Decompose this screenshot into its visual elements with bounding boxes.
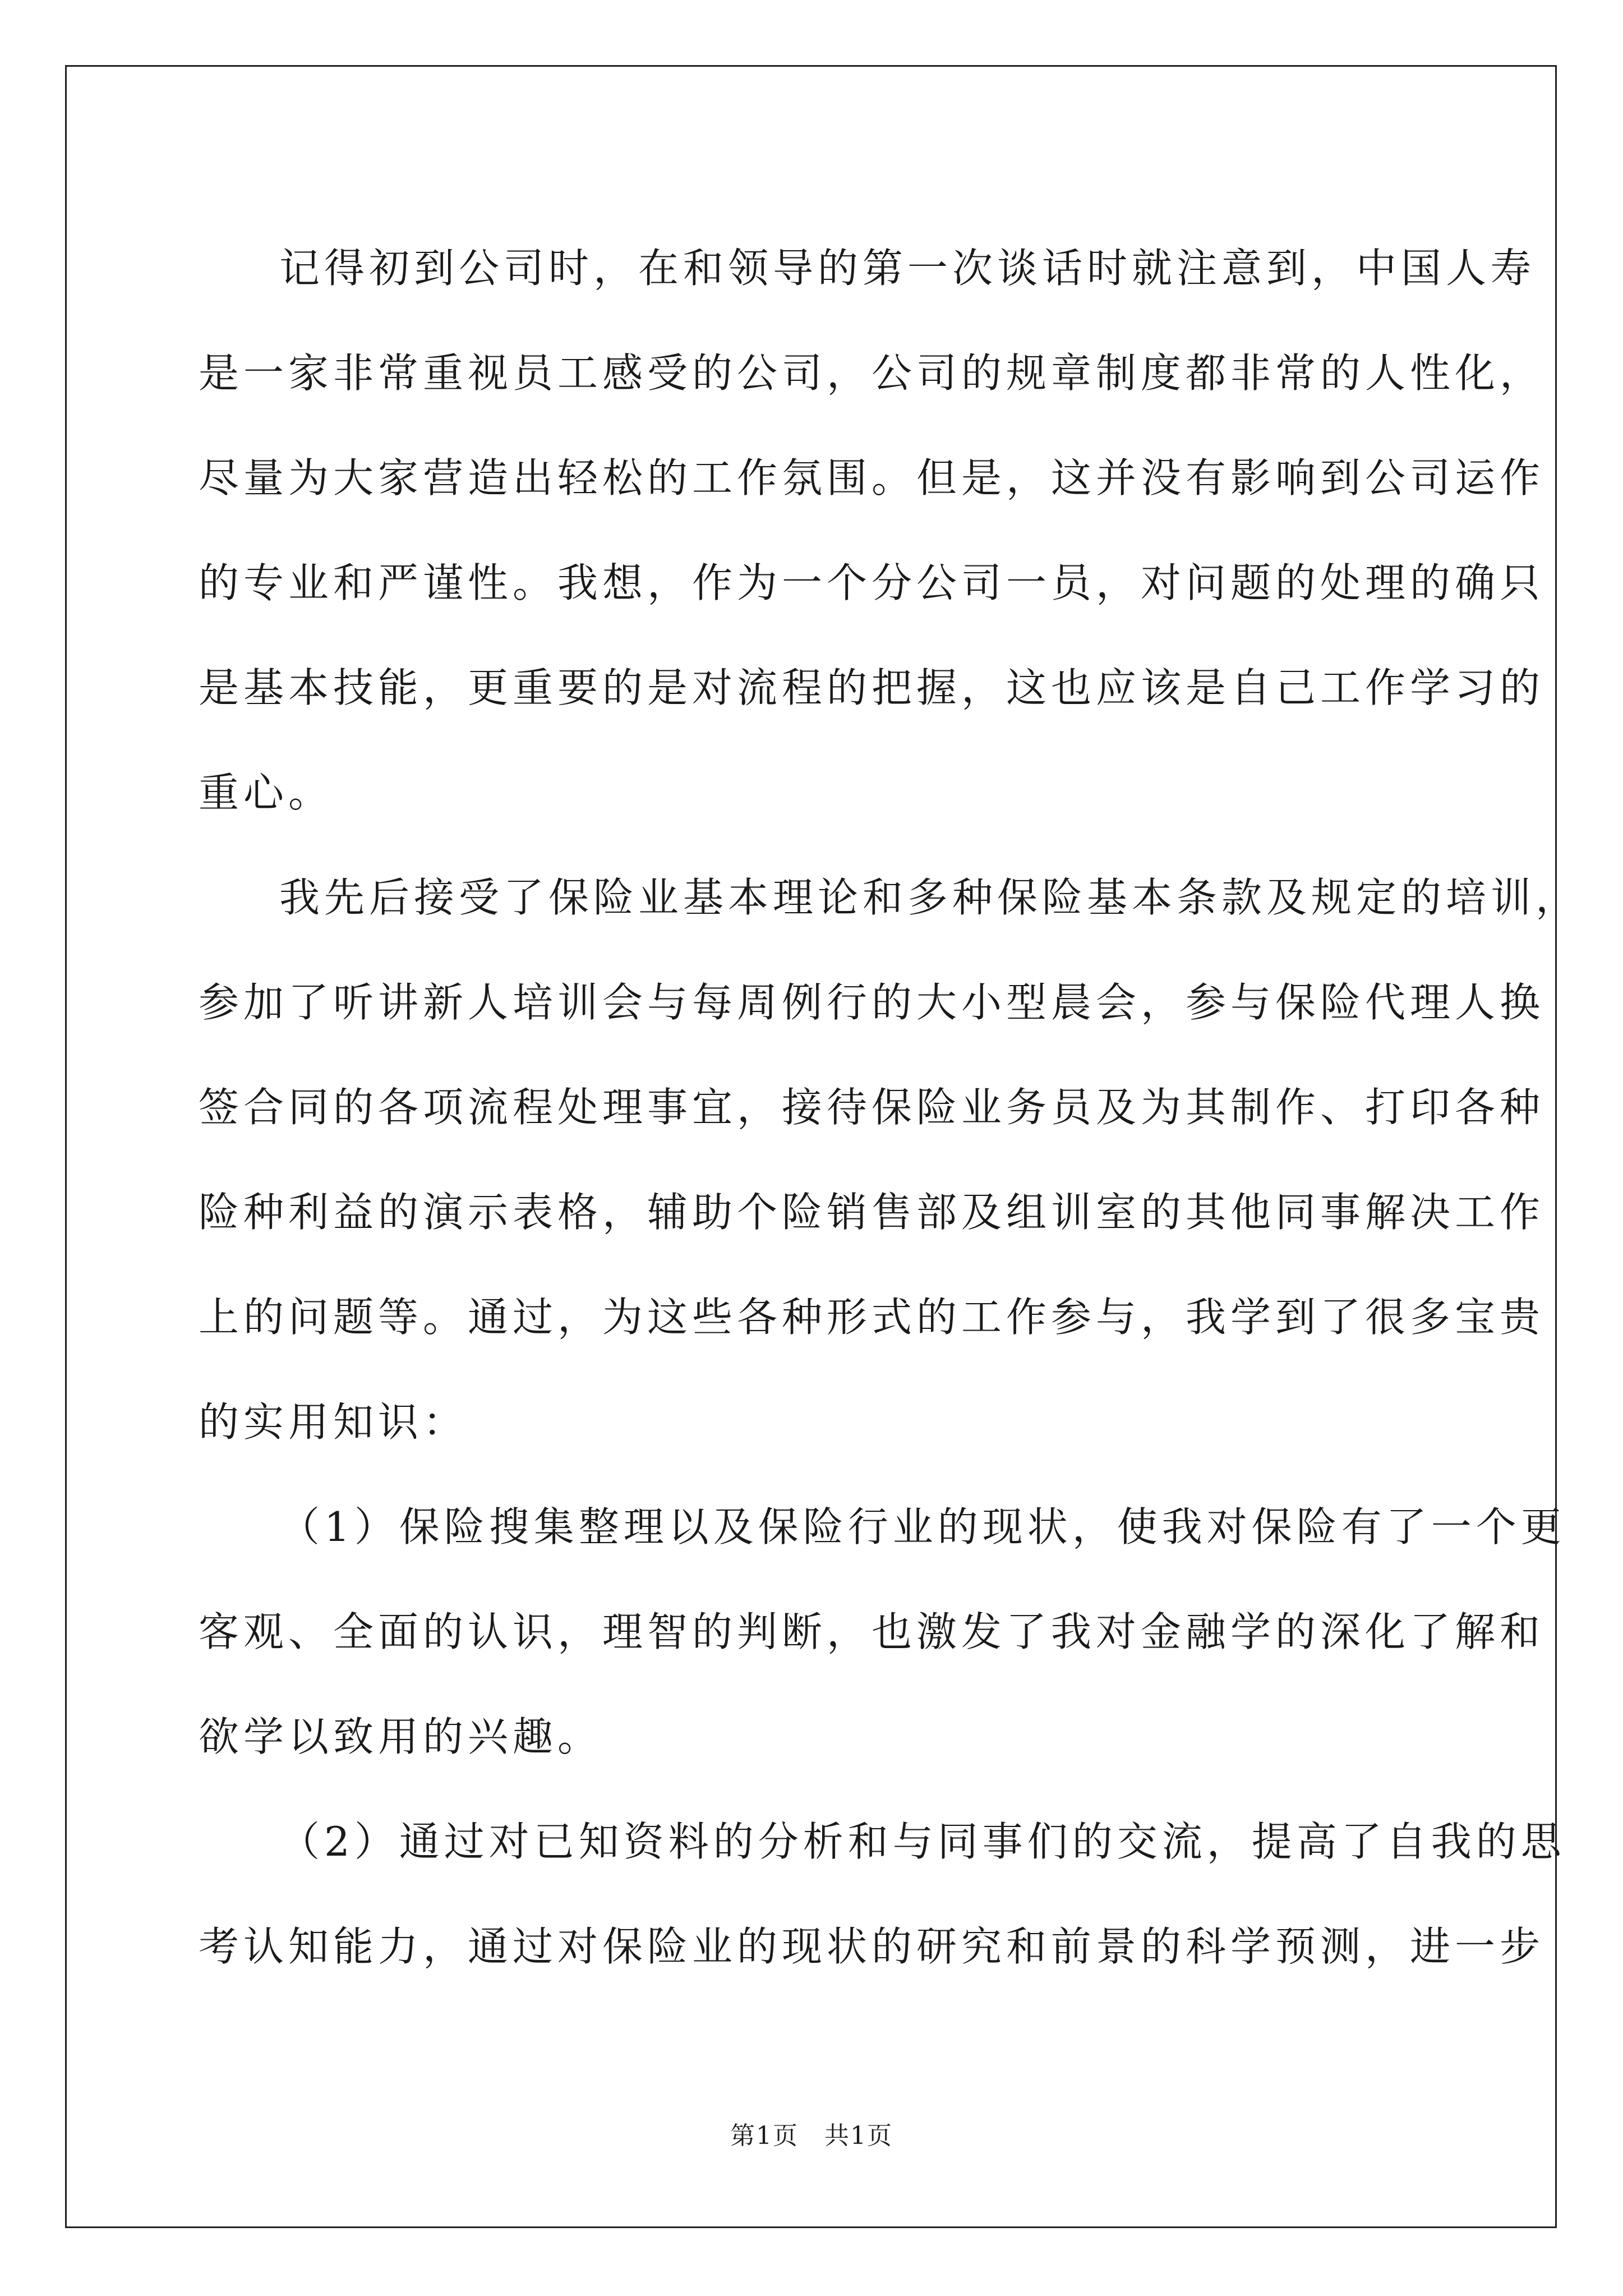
document-body — [199, 216, 1581, 1999]
text-line: 重心。 — [199, 769, 334, 816]
text-line: 参加了听讲新人培训会与每周例行的大小型晨会，参与保险代理人换 — [199, 979, 1545, 1026]
text-line: 记得初到公司时，在和领导的第一次谈话时就注意到，中国人寿 — [279, 245, 1536, 292]
text-line: 我先后接受了保险业基本理论和多种保险基本条款及规定的培训， — [279, 874, 1581, 921]
text-line: （1）保险搜集整理以及保险行业的现状，使我对保险有了一个更 — [279, 1503, 1566, 1550]
text-line: 考认知能力，通过对保险业的现状的研究和前景的科学预测，进一步 — [199, 1923, 1545, 1970]
text-line: 尽量为大家营造出轻松的工作氛围。但是，这并没有影响到公司运作 — [199, 454, 1545, 501]
text-line: 是基本技能，更重要的是对流程的把握，这也应该是自己工作学习的 — [199, 664, 1545, 711]
text-line: 欲学以致用的兴趣。 — [199, 1713, 603, 1760]
text-line: 险种利益的演示表格，辅助个险销售部及组训室的其他同事解决工作 — [199, 1189, 1545, 1236]
text-line: 签合同的各项流程处理事宜，接待保险业务员及为其制作、打印各种 — [199, 1084, 1545, 1131]
text-line: 客观、全面的认识，理智的判断，也激发了我对金融学的深化了解和 — [199, 1608, 1545, 1655]
page-number: 第1页 共1页 — [730, 2122, 893, 2150]
text-line: 的实用知识： — [199, 1398, 468, 1446]
text-line: （2）通过对已知资料的分析和与同事们的交流，提高了自我的思 — [279, 1818, 1566, 1865]
text-line: 上的问题等。通过，为这些各种形式的工作参与，我学到了很多宝贵 — [199, 1294, 1545, 1341]
text-line: 的专业和严谨性。我想，作为一个分公司一员，对问题的处理的确只 — [199, 559, 1545, 606]
text-line: 是一家非常重视员工感受的公司，公司的规章制度都非常的人性化， — [199, 349, 1545, 397]
